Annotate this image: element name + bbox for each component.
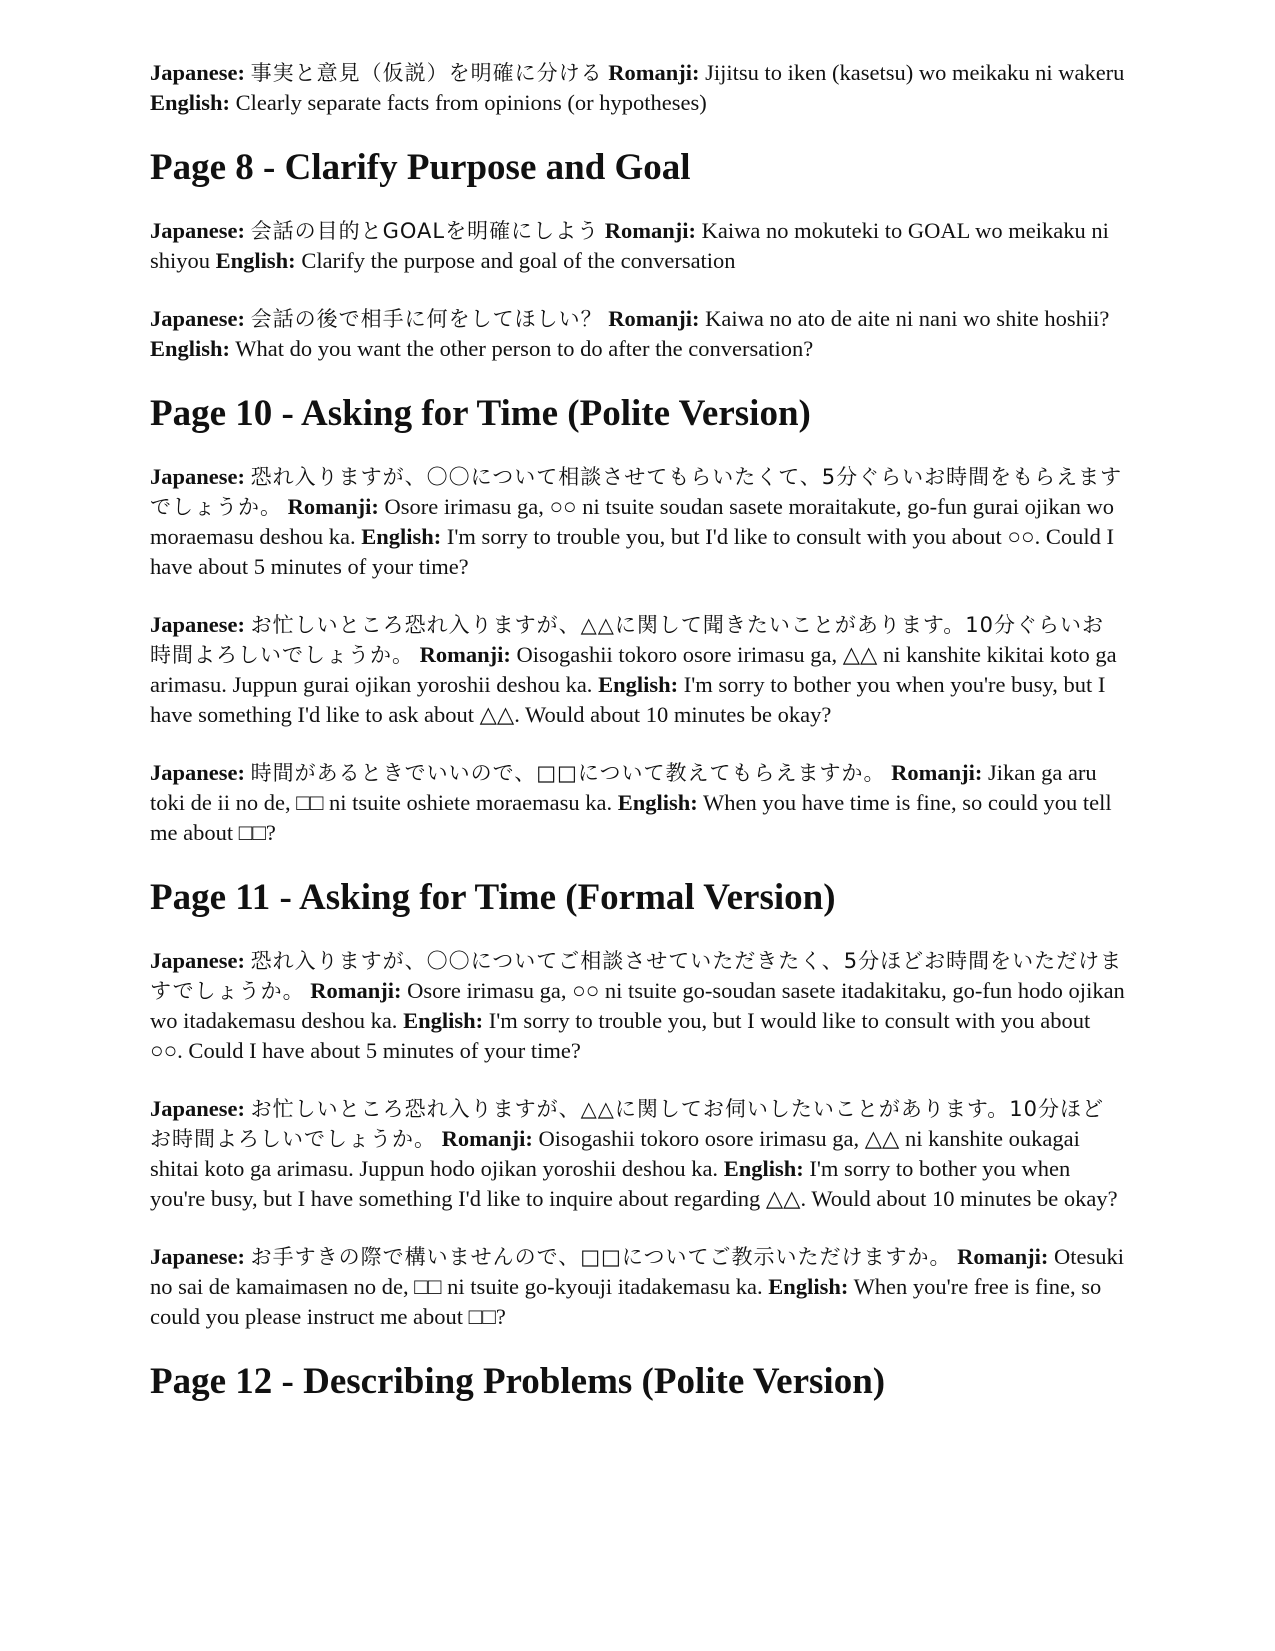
romanji-label: Romanji: [287,494,379,519]
japanese-text: 事実と意見（仮説）を明確に分ける [250,61,603,85]
phrase-entry [150,946,1125,1066]
romanji-text: Kaiwa no ato de aite ni nani wo shite hoshii? [705,306,1110,331]
english-text: Clarify the purpose and goal of the conversation [301,248,736,273]
romanji-label: Romanji: [957,1244,1049,1269]
document-page [150,58,1125,1430]
phrase-entry [150,58,1125,118]
japanese-text: お手すきの際で構いませんので、□□についてご教示いただけますか。 [250,1245,952,1269]
english-text: What do you want the other person to do after the conversation? [235,336,814,361]
japanese-text: お忙しいところ恐れ入りますが、△△に関して聞きたいことがあります。10分ぐらいお時間よろしいでしょうか。 [150,613,1104,667]
romanji-label: Romanji: [891,760,983,785]
english-label: English: [768,1274,849,1299]
japanese-text: 時間があるときでいいので、□□について教えてもらえますか。 [250,761,886,785]
japanese-label: Japanese: [150,60,245,85]
romanji-label: Romanji: [310,978,402,1003]
romanji-label: Romanji: [608,60,700,85]
phrase-entry [150,758,1125,848]
section-heading: Page 10 - Asking for Time (Polite Version) [150,393,811,434]
japanese-label: Japanese: [150,218,245,243]
japanese-text: 会話の後で相手に何をしてほしい？ [250,307,603,331]
english-label: English: [598,672,679,697]
section-heading: Page 12 - Describing Problems (Polite Version) [150,1361,886,1402]
romanji-label: Romanji: [608,306,700,331]
romanji-text: Oisogashii tokoro osore irimasu ga, △△ ni kanshite oukagai shitai koto ga arimasu. Juppun hodo ojikan yoroshii deshou ka. [150,1126,1080,1181]
english-label: English: [215,248,296,273]
romanji-label: Romanji: [419,642,511,667]
phrase-entry [150,462,1125,582]
romanji-text: Osore irimasu ga, ○○ ni tsuite soudan sasete moraitakute, go-fun gurai ojikan wo moraemasu deshou ka. [150,494,1115,549]
romanji-text: Jijitsu to iken (kasetsu) wo meikaku ni wakeru [705,60,1125,85]
english-text: Clearly separate facts from opinions (or hypotheses) [235,90,707,115]
romanji-label: Romanji: [441,1126,533,1151]
japanese-label: Japanese: [150,306,245,331]
english-label: English: [723,1156,804,1181]
japanese-text: 恐れ入りますが、〇〇についてご相談させていただきたく、5分ほどお時間をいただけますでしょうか。 [150,949,1123,1003]
english-label: English: [361,524,442,549]
romanji-text: Kaiwa no mokuteki to GOAL wo meikaku ni shiyou [150,218,1109,273]
english-text: I'm sorry to trouble you, but I would like to consult with you about ○○. Could I have about 5 minutes of your time? [150,1008,1091,1063]
english-text: When you have time is fine, so could you tell me about □□? [150,790,1112,845]
japanese-label: Japanese: [150,760,245,785]
english-label: English: [150,336,231,361]
phrase-entry [150,610,1125,730]
japanese-label: Japanese: [150,464,245,489]
japanese-label: Japanese: [150,612,245,637]
english-text: When you're free is fine, so could you please instruct me about □□? [150,1274,1102,1329]
japanese-text: 会話の目的とGOALを明確にしよう [250,219,600,243]
japanese-label: Japanese: [150,948,245,973]
phrase-entry [150,1094,1125,1214]
romanji-label: Romanji: [604,218,696,243]
english-text: I'm sorry to bother you when you're busy, but I have something I'd like to inquire about regarding △△. Would about 10 minutes be okay? [150,1156,1118,1211]
english-label: English: [403,1008,484,1033]
english-label: English: [150,90,231,115]
japanese-label: Japanese: [150,1096,245,1121]
section-heading: Page 8 - Clarify Purpose and Goal [150,147,691,188]
section-heading: Page 11 - Asking for Time (Formal Version) [150,877,836,918]
english-text: I'm sorry to bother you when you're busy, but I have something I'd like to ask about △△. Would about 10 minutes be okay? [150,672,1106,727]
romanji-text: Osore irimasu ga, ○○ ni tsuite go-soudan sasete itadakitaku, go-fun hodo ojikan wo itadakemasu deshou ka. [150,978,1125,1033]
romanji-text: Otesuki no sai de kamaimasen no de, □□ ni tsuite go-kyouji itadakemasu ka. [150,1244,1124,1299]
romanji-text: Jikan ga aru toki de ii no de, □□ ni tsuite oshiete moraemasu ka. [150,760,1097,815]
japanese-text: 恐れ入りますが、〇〇について相談させてもらいたくて、5分ぐらいお時間をもらえますでしょうか。 [150,465,1123,519]
romanji-text: Oisogashii tokoro osore irimasu ga, △△ ni kanshite kikitai koto ga arimasu. Juppun gurai ojikan yoroshii deshou ka. [150,642,1117,697]
japanese-text: お忙しいところ恐れ入りますが、△△に関してお伺いしたいことがあります。10分ほどお時間よろしいでしょうか。 [150,1097,1104,1151]
phrase-entry [150,216,1125,276]
english-label: English: [617,790,698,815]
phrase-entry [150,1242,1125,1332]
english-text: I'm sorry to trouble you, but I'd like to consult with you about ○○. Could I have about 5 minutes of your time? [150,524,1114,579]
japanese-label: Japanese: [150,1244,245,1269]
phrase-entry [150,304,1125,364]
